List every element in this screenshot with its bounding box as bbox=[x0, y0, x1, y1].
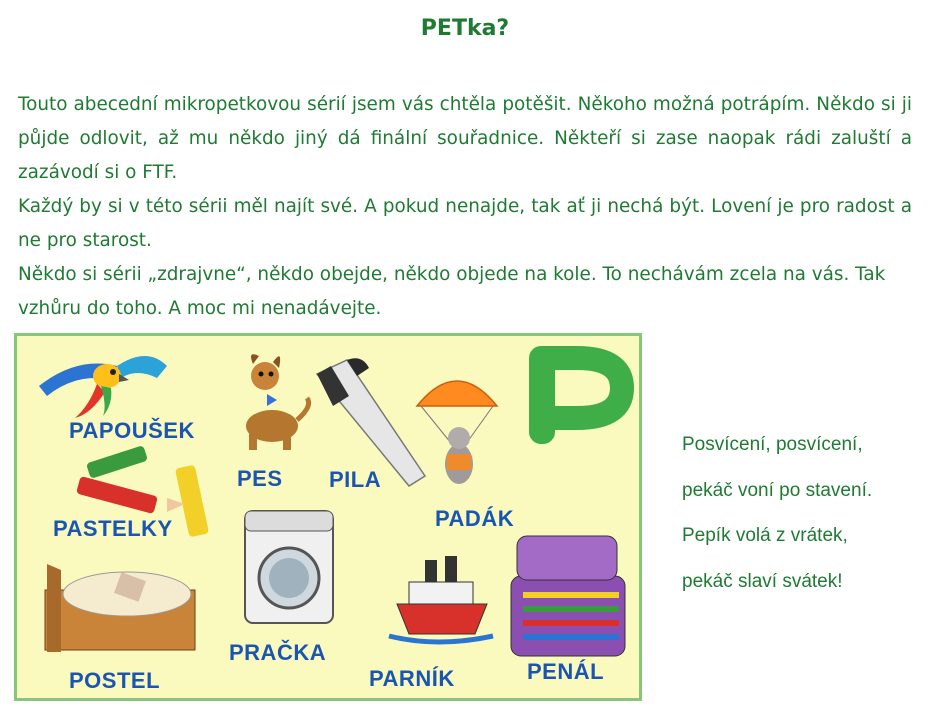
washing-machine-icon bbox=[245, 511, 333, 623]
intro-paragraph-2: Každý by si v této sérii měl najít své. A pokud nenajde, tak ať ji nechá být. Lovení je pro radost a ne pro starost. bbox=[18, 196, 912, 251]
bed-icon bbox=[45, 564, 195, 652]
intro-paragraph-3: Někdo si sérii „zdrajvne“, někdo obejde, někdo objede na kole. To nechávám zcela na vás. Tak vzhůru do toho. A moc mi nenadávejte. bbox=[18, 264, 886, 319]
label-padak: PADÁK bbox=[435, 506, 515, 531]
parachute-mouse-icon bbox=[417, 381, 497, 484]
page-title: PETka? bbox=[420, 16, 510, 41]
pencil-case-icon bbox=[511, 536, 625, 656]
dog-icon bbox=[246, 354, 309, 450]
poem-line-2: pekáč voní po stavení. bbox=[682, 479, 873, 501]
letter-p-text: P bbox=[537, 396, 538, 397]
intro-text bbox=[18, 88, 912, 326]
letter-p-picture bbox=[14, 333, 642, 701]
letter-p-glyph bbox=[529, 346, 622, 444]
intro-paragraph-1: Touto abecední mikropetkovou sérií jsem vás chtěla potěšit. Někoho možná potrápím. Někdo si ji půjde odlovit, až mu někdo jiný dá finální souřadnice. Někteří si zase naopak rádi zaluští a zazávodí si o FTF. bbox=[18, 94, 912, 183]
poem bbox=[682, 430, 942, 612]
ship-icon bbox=[389, 556, 493, 642]
label-papousek: PAPOUŠEK bbox=[69, 418, 195, 443]
poem-line-4: pekáč slaví svátek! bbox=[682, 570, 843, 592]
label-pracka: PRAČKA bbox=[229, 640, 327, 665]
label-pastelky: PASTELKY bbox=[53, 516, 173, 541]
poem-line-1: Posvícení, posvícení, bbox=[682, 434, 863, 455]
parrot-icon bbox=[39, 356, 167, 418]
label-penal: PENÁL bbox=[527, 659, 605, 684]
label-postel: POSTEL bbox=[69, 668, 161, 693]
label-pes: PES bbox=[237, 466, 283, 491]
label-pila: PILA bbox=[329, 467, 382, 492]
label-parnik: PARNÍK bbox=[369, 666, 455, 691]
poem-line-3: Pepík volá z vrátek, bbox=[682, 525, 848, 546]
